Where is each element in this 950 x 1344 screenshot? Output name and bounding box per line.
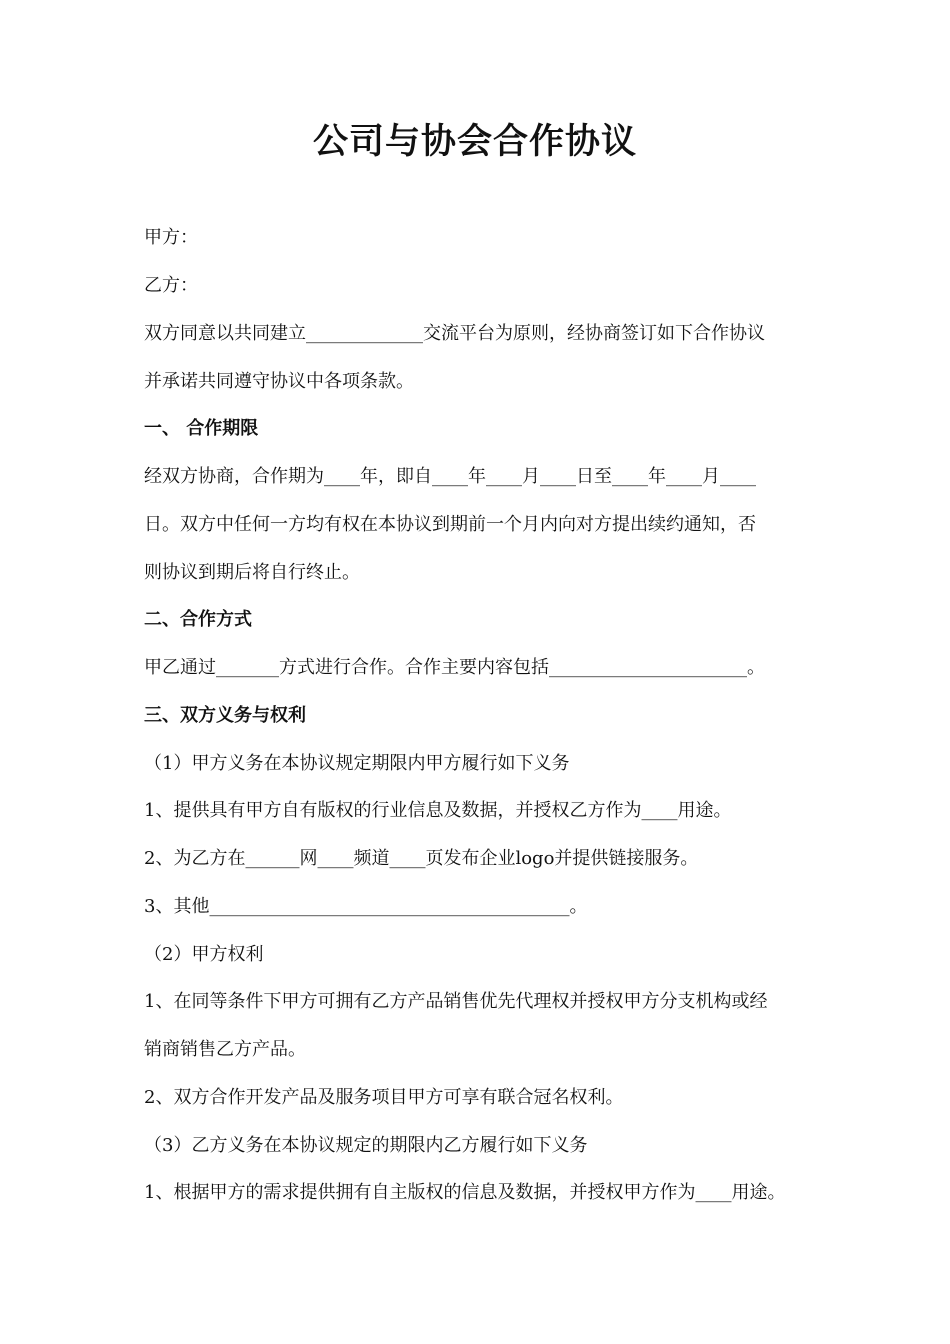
party-a-right-1-line-1: 1、在同等条件下甲方可拥有乙方产品销售优先代理权并授权甲方分支机构或经 — [144, 991, 768, 1012]
party-a-line: 甲方： — [144, 227, 198, 248]
party-a-obligation-3: 3、其他________________________________________。 — [144, 896, 588, 917]
section-1-heading: 一、 合作期限 — [144, 418, 259, 439]
section-3-heading: 三、双方义务与权利 — [144, 705, 306, 726]
intro-line-1: 双方同意以共同建立_____________交流平台为原则，经协商签订如下合作协议 — [144, 323, 765, 344]
party-b-line: 乙方： — [144, 275, 198, 296]
party-a-obligation-1: 1、提供具有甲方自有版权的行业信息及数据，并授权乙方作为____用途。 — [144, 800, 732, 821]
document-title: 公司与协会合作协议 — [312, 121, 637, 162]
party-b-obligations-heading: （3）乙方义务在本协议规定的期限内乙方履行如下义务 — [144, 1135, 588, 1156]
section-2-heading: 二、合作方式 — [144, 609, 252, 630]
term-line-1: 经双方协商，合作期为____年，即自____年____月____日至____年____月____ — [144, 466, 756, 487]
mode-line: 甲乙通过_______方式进行合作。合作主要内容包括______________________。 — [144, 657, 765, 678]
party-a-obligations-heading: （1）甲方义务在本协议规定期限内甲方履行如下义务 — [144, 753, 570, 774]
party-a-rights-heading: （2）甲方权利 — [144, 944, 264, 965]
intro-line-2: 并承诺共同遵守协议中各项条款。 — [144, 371, 414, 392]
party-b-obligation-1: 1、根据甲方的需求提供拥有自主版权的信息及数据，并授权甲方作为____用途。 — [144, 1182, 786, 1203]
party-a-obligation-2: 2、为乙方在______网____频道____页发布企业logo并提供链接服务。 — [144, 848, 699, 869]
term-line-2: 日。双方中任何一方均有权在本协议到期前一个月内向对方提出续约通知，否 — [144, 514, 756, 535]
party-a-right-2: 2、双方合作开发产品及服务项目甲方可享有联合冠名权利。 — [144, 1087, 624, 1108]
party-a-right-1-line-2: 销商销售乙方产品。 — [144, 1039, 306, 1060]
term-line-3: 则协议到期后将自行终止。 — [144, 562, 360, 583]
